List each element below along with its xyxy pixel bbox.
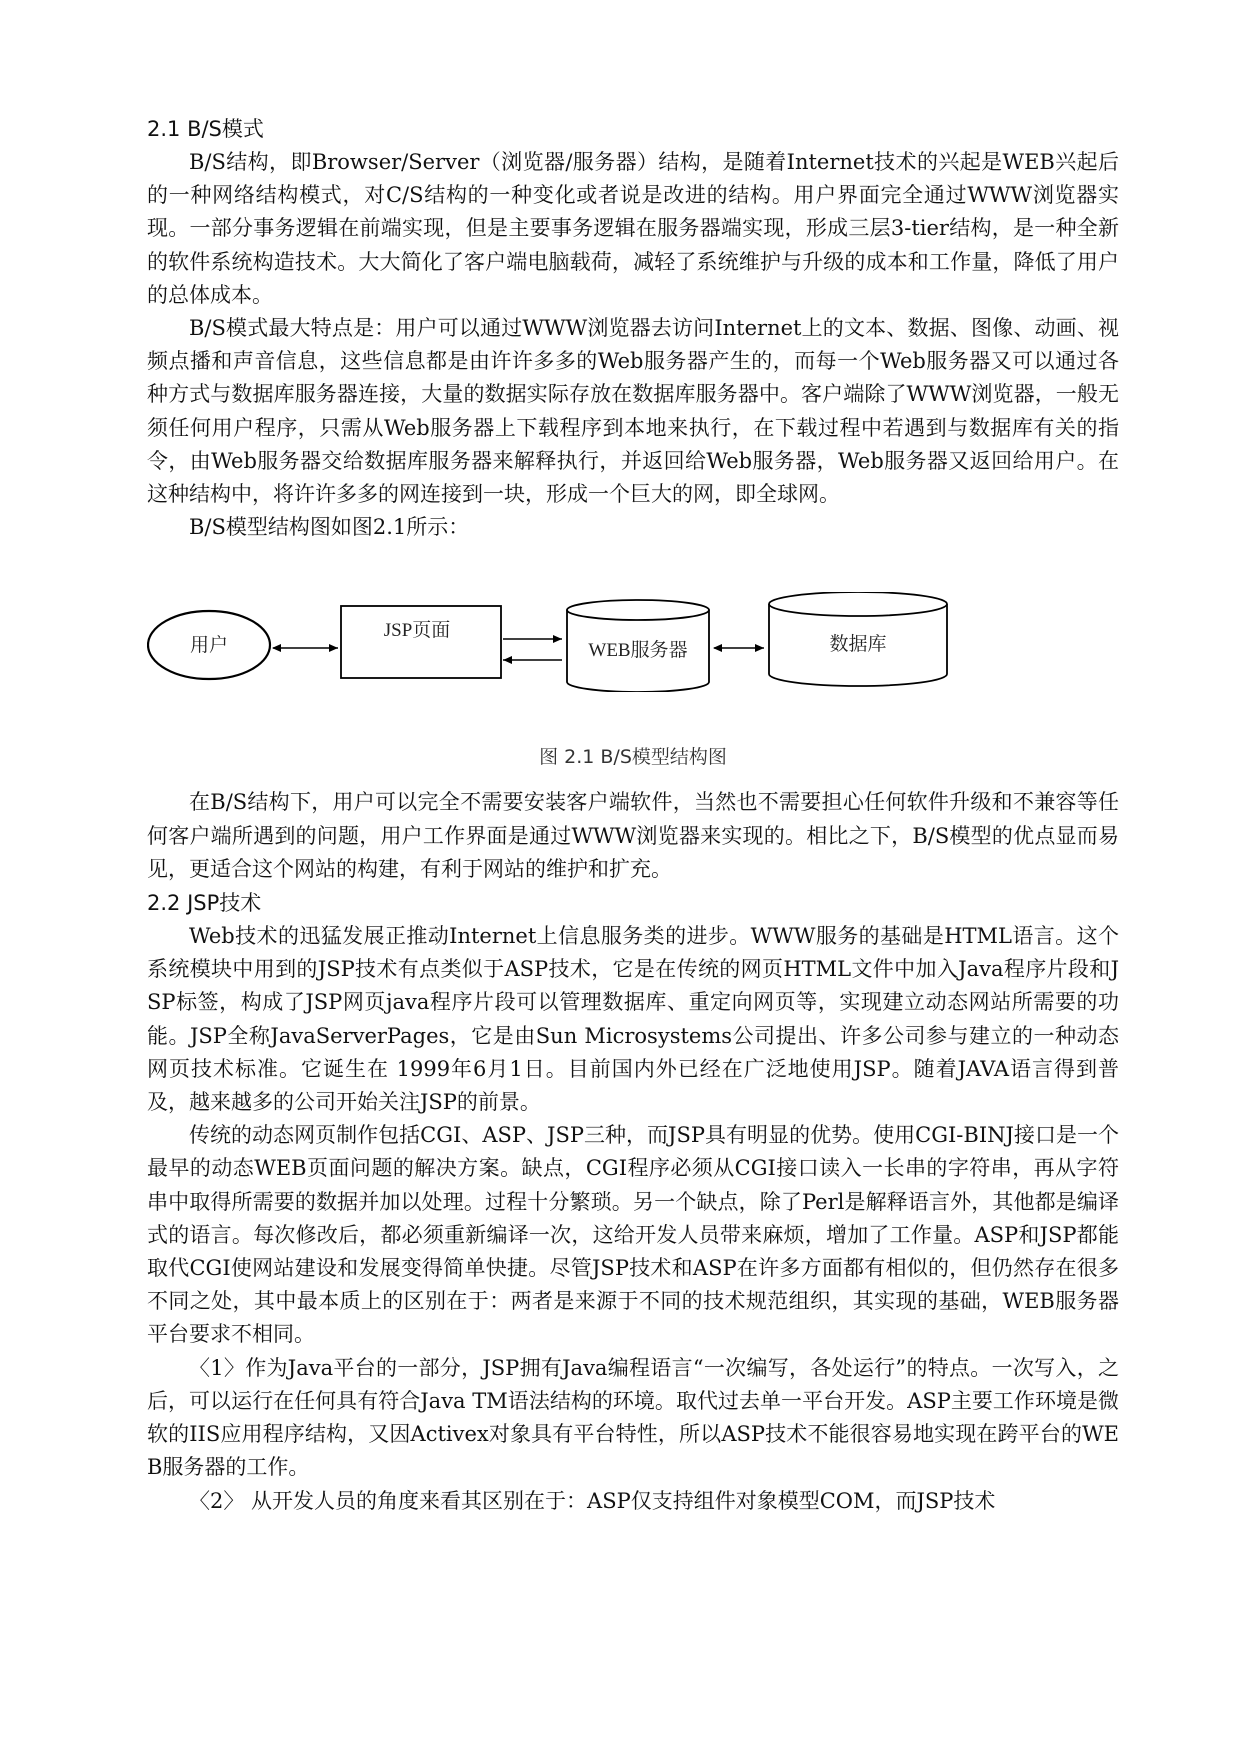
paragraph-bs-figure-intro: B/S模型结构图如图2.1所示： [189,515,470,540]
database-node [769,592,947,686]
paragraph-jsp-overview: Web技术的迅猛发展正推动Internet上信息服务类的进步。WWW服务的基础是HTML语言。这个系统模块中用到的JSP技术有点类似于ASP技术，它是在传统的网页HTML文件中加入Java程序片段和JSP标签，构成了JSP网页java程序片段可以管理数据库、重定向网页等，实现建立动态网站所需要的功能。JSP全称JavaServerPages，它是由Sun Microsystems公司提出、许多公司参与建立的一种动态网页技术标准。它诞生在 1999年6月1日。目前国内外已经在广泛地使用JSP。随着JAVA语言得到普及，越来越多的公司开始关注JSP的前景。 [147,924,1119,1115]
figure-caption: 图 2.1 B/S模型结构图 [539,746,727,769]
jsp-page-node [341,606,501,678]
paragraph-bs-features: B/S模式最大特点是：用户可以通过WWW浏览器去访问Internet上的文本、数据、图像、动画、视频点播和声音信息，这些信息都是由许许多多的Web服务器产生的，而每一个Web服务器又可以通过各种方式与数据库服务器连接，大量的数据实际存放在数据库服务器中。客户端除了WWW浏览器，一般无须任何用户程序，只需从Web服务器上下载程序到本地来执行，在下载过程中若遇到与数据库有关的指令，由Web服务器交给数据库服务器来解释执行，并返回给Web服务器，Web服务器又返回给用户。在这种结构中，将许许多多的网连接到一块，形成一个巨大的网，即全球网。 [147,316,1119,507]
user-node [148,611,270,679]
bs-model-figure [147,552,1119,742]
database-node-label: 数据库 [829,633,887,656]
page-content [147,112,1119,1518]
paragraph-jsp-point-1: 〈1〉作为Java平台的一部分，JSP拥有Java编程语言“一次编写，各处运行”的特点。一次写入，之后，可以运行在任何具有符合Java TM语法结构的环境。取代过去单一平台开发。ASP主要工作环境是微软的IIS应用程序结构，又因Activex对象具有平台特性，所以ASP技术不能很容易地实现在跨平台的WEB服务器的工作。 [147,1355,1119,1480]
paragraph-jsp-point-2: 〈2〉 从开发人员的角度来看其区别在于：ASP仅支持组件对象模型COM，而JSP技术 [189,1488,996,1513]
bs-model-diagram [147,592,1119,692]
paragraph-bs-advantages: 在B/S结构下，用户可以完全不需要安装客户端软件，当然也不需要担心任何软件升级和不兼容等任何客户端所遇到的问题，用户工作界面是通过WWW浏览器来实现的。相比之下，B/S模型的优点显而易见，更适合这个网站的构建，有利于网站的维护和扩充。 [147,790,1119,881]
paragraph-jsp-comparison: 传统的动态网页制作包括CGI、ASP、JSP三种，而JSP具有明显的优势。使用CGI-BINJ接口是一个最早的动态WEB页面问题的解决方案。缺点，CGI程序必须从CGI接口读入一长串的字符串，再从字符串中取得所需要的数据并加以处理。过程十分繁琐。另一个缺点，除了Perl是解释语言外，其他都是编译式的语言。每次修改后，都必须重新编译一次，这给开发人员带来麻烦，增加了工作量。ASP和JSP都能取代CGI使网站建设和发展变得简单快捷。尽管JSP技术和ASP在许多方面都有相似的，但仍然存在很多不同之处，其中最本质上的区别在于：两者是来源于不同的技术规范组织，其实现的基础，WEB服务器平台要求不相同。 [147,1123,1119,1347]
user-node-label: 用户 [189,634,229,657]
jsp-page-node-label: JSP页面 [383,620,451,642]
web-server-node-label: WEB服务器 [588,640,688,662]
paragraph-bs-definition: B/S结构，即Browser/Server（浏览器/服务器）结构，是随着Internet技术的兴起是WEB兴起后的一种网络结构模式，对C/S结构的一种变化或者说是改进的结构。用户界面完全通过WWW浏览器实现。一部分事务逻辑在前端实现，但是主要事务逻辑在服务器端实现，形成三层3-tier结构，是一种全新的软件系统构造技术。大大简化了客户端电脑载荷，减轻了系统维护与升级的成本和工作量，降低了用户的总体成本。 [147,150,1119,307]
web-server-node [567,600,709,692]
section-heading-jsp: 2.2 JSP技术 [147,891,262,916]
section-heading-bs: 2.1 B/S模式 [147,117,264,141]
